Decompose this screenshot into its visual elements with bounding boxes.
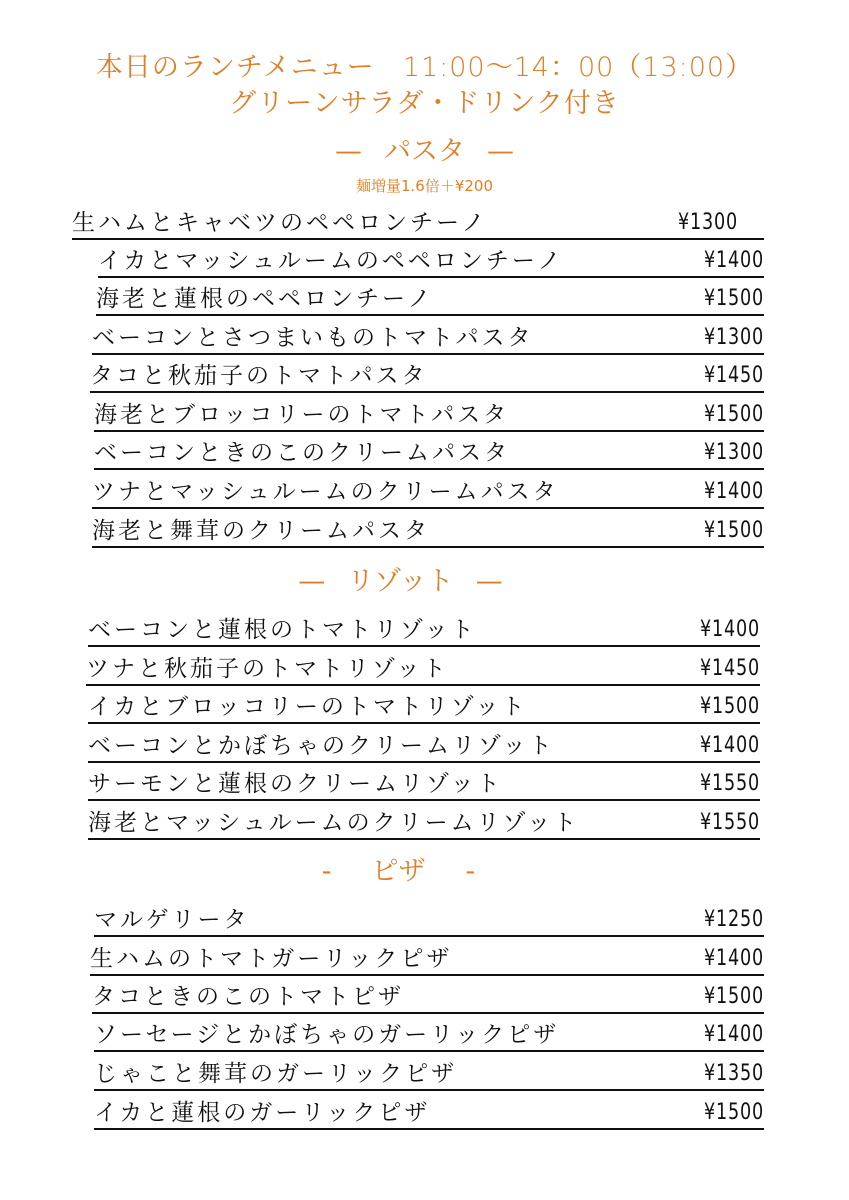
item-price: ¥1500 xyxy=(700,694,760,719)
menu-item xyxy=(88,731,760,763)
item-price: ¥1300 xyxy=(704,325,764,350)
section-heading-pasta xyxy=(0,136,849,168)
dash-left: — xyxy=(335,136,362,167)
section-title: ピザ xyxy=(371,856,426,887)
item-name: ベーコンとかぼちゃのクリームリゾット xyxy=(88,733,555,759)
menu-item xyxy=(92,323,764,355)
item-name: イカと蓮根のガーリックピザ xyxy=(94,1100,431,1126)
item-name: タコときのこのトマトピザ xyxy=(92,984,404,1010)
item-name: ベーコンと蓮根のトマトリゾット xyxy=(88,617,477,643)
item-name: マルゲリータ xyxy=(94,907,250,933)
menu-item xyxy=(88,692,760,724)
dash-right: — xyxy=(487,136,514,167)
section-title: パスタ xyxy=(384,136,465,167)
item-price: ¥1550 xyxy=(700,771,760,796)
item-name: イカとブロッコリーのトマトリゾット xyxy=(88,694,528,720)
menu-item xyxy=(94,1098,764,1130)
item-price: ¥1400 xyxy=(704,248,764,273)
menu-header-title: 本日のランチメニュー 11:00〜14：00（13:00） xyxy=(95,52,754,83)
menu-item xyxy=(72,208,764,240)
menu-item xyxy=(86,654,760,686)
menu-item xyxy=(90,361,764,393)
menu-item xyxy=(94,438,764,470)
item-name: 海老と舞茸のクリームパスタ xyxy=(92,518,430,544)
menu-item xyxy=(94,905,764,937)
item-price: ¥1450 xyxy=(700,656,760,681)
menu-item xyxy=(96,284,764,316)
pasta-note: 麺増量1.6倍＋¥200 xyxy=(355,177,494,195)
item-price: ¥1450 xyxy=(704,363,764,388)
item-name: 生ハムとキャベツのペペロンチーノ xyxy=(72,210,488,236)
item-price: ¥1300 xyxy=(678,210,738,235)
menu-item xyxy=(92,982,764,1014)
menu-item xyxy=(88,808,760,840)
menu-item xyxy=(88,615,760,647)
item-name: ベーコンときのこのクリームパスタ xyxy=(94,440,510,466)
item-price: ¥1500 xyxy=(704,1100,764,1125)
item-name: タコと秋茄子のトマトパスタ xyxy=(90,363,428,389)
item-name: ソーセージとかぼちゃのガーリックピザ xyxy=(94,1022,560,1048)
item-price: ¥1300 xyxy=(704,440,764,465)
dash-right: - xyxy=(465,856,476,887)
item-price: ¥1500 xyxy=(704,518,764,543)
item-price: ¥1500 xyxy=(704,286,764,311)
item-name: ツナとマッシュルームのクリームパスタ xyxy=(92,479,559,505)
section-title: リゾット xyxy=(347,566,454,597)
item-price: ¥1400 xyxy=(700,733,760,758)
section-heading-risotto xyxy=(0,566,825,598)
menu-item xyxy=(94,1059,764,1091)
menu-item xyxy=(88,769,760,801)
menu-item xyxy=(94,400,764,432)
item-price: ¥1350 xyxy=(704,1061,764,1086)
item-price: ¥1550 xyxy=(700,810,760,835)
item-price: ¥1400 xyxy=(704,479,764,504)
item-name: 海老とマッシュルームのクリームリゾット xyxy=(88,810,580,836)
menu-item xyxy=(92,477,764,509)
dash-right: — xyxy=(475,566,503,597)
item-price: ¥1400 xyxy=(704,1022,764,1047)
item-name: イカとマッシュルームのペペロンチーノ xyxy=(98,248,564,274)
menu-item xyxy=(98,246,764,278)
item-name: ツナと秋茄子のトマトリゾット xyxy=(86,656,449,682)
dash-left: — xyxy=(298,566,326,597)
item-name: サーモンと蓮根のクリームリゾット xyxy=(88,771,503,797)
menu-header-subtitle: グリーンサラダ・ドリンク付き xyxy=(229,88,620,119)
item-price: ¥1500 xyxy=(704,984,764,1009)
item-price: ¥1400 xyxy=(704,946,764,971)
item-price: ¥1500 xyxy=(704,402,764,427)
dash-left: - xyxy=(321,856,332,887)
item-name: 海老と蓮根のペペロンチーノ xyxy=(96,286,434,312)
item-price: ¥1400 xyxy=(700,617,760,642)
section-heading-pizza xyxy=(0,856,823,888)
item-name: じゃこと舞茸のガーリックピザ xyxy=(94,1061,458,1087)
menu-item xyxy=(92,516,764,548)
item-name: 海老とブロッコリーのトマトパスタ xyxy=(94,402,510,428)
menu-item xyxy=(90,944,764,976)
item-name: ベーコンとさつまいものトマトパスタ xyxy=(92,325,534,351)
item-price: ¥1250 xyxy=(704,907,764,932)
menu-item xyxy=(94,1020,764,1052)
item-name: 生ハムのトマトガーリックピザ xyxy=(90,946,453,972)
